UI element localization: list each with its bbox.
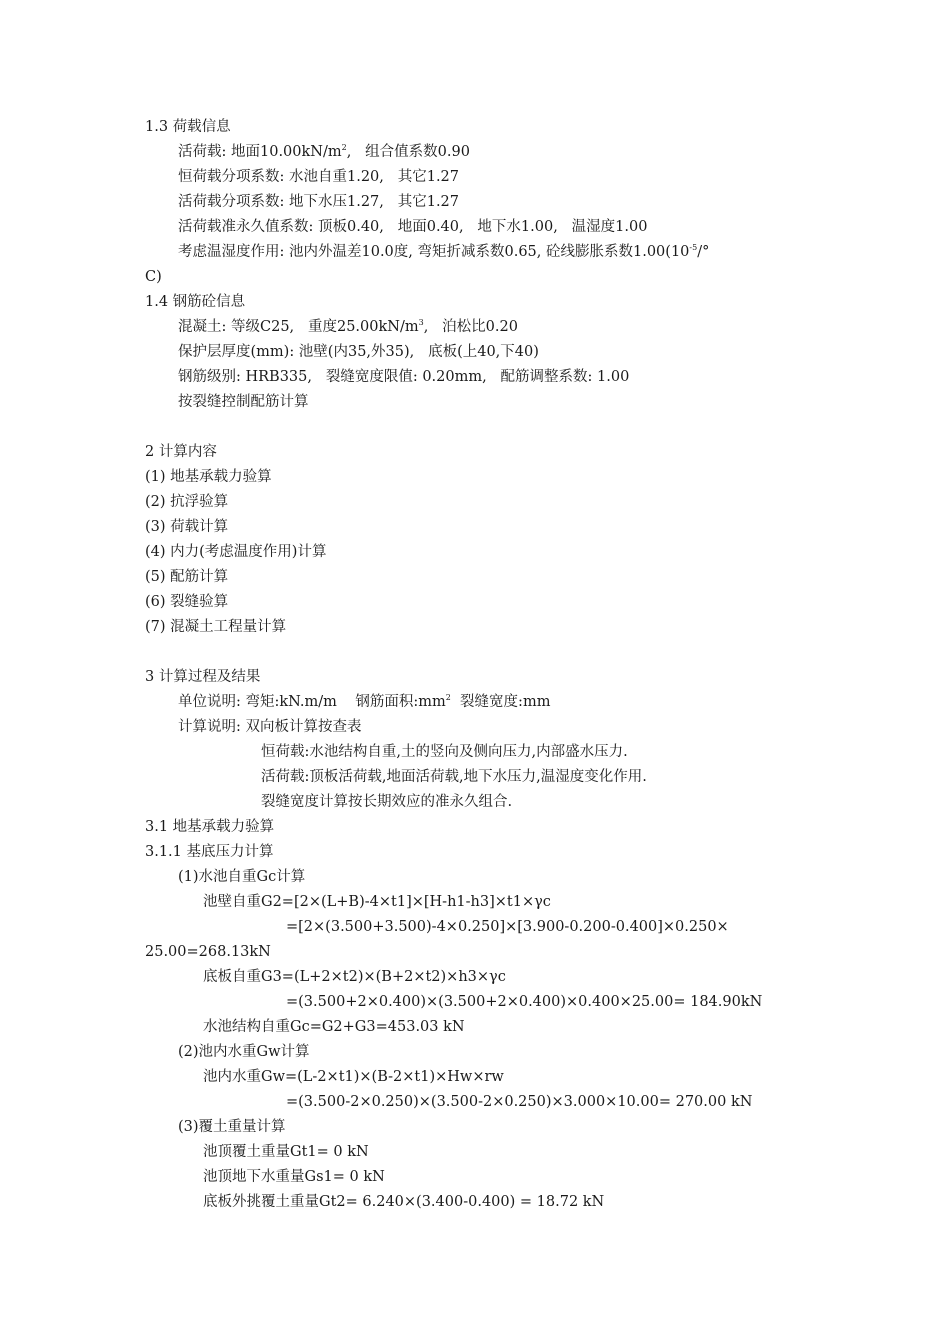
section-heading-3-1-1: 3.1.1 基底压力计算 <box>145 844 274 860</box>
crack-width-unit: 裂缝宽度:mm <box>450 694 551 710</box>
calc-note-line: 计算说明: 双向板计算按查表 <box>178 719 362 735</box>
g3-formula: 底板自重G3=(L+2×t2)×(B+2×t2)×h3×γc <box>203 969 506 985</box>
gs1-line: 池顶地下水重量Gs1= 0 kN <box>203 1169 385 1185</box>
part-3-title: (3)覆土重量计算 <box>178 1119 286 1135</box>
list-item: (1) 地基承载力验算 <box>145 469 272 485</box>
gc-total: 水池结构自重Gc=G2+G3=453.03 kN <box>203 1019 465 1035</box>
g2-result: 25.00=268.13kN <box>145 944 271 960</box>
section-heading-2: 2 计算内容 <box>145 444 217 460</box>
note-crack: 裂缝宽度计算按长期效应的准永久组合. <box>261 794 513 810</box>
g2-formula: 池壁自重G2=[2×(L+B)-4×t1]×[H-h1-h3]×t1×γc <box>203 894 551 910</box>
list-item: (7) 混凝土工程量计算 <box>145 619 287 635</box>
list-item: (2) 抗浮验算 <box>145 494 229 510</box>
g2-substitution: =[2×(3.500+3.500)-4×0.250]×[3.900-0.200-0.400]×0.250× <box>286 919 729 935</box>
gw-substitution: =(3.500-2×0.250)×(3.500-2×0.250)×3.000×10.00= 270.00 kN <box>286 1094 753 1110</box>
live-load-line <box>0 140 950 165</box>
temperature-text: 考虑温湿度作用: 池内外温差10.0度, 弯矩折减系数0.65, 砼线膨胀系数1.00(10 <box>178 244 690 260</box>
gt1-line: 池顶覆土重量Gt1= 0 kN <box>203 1144 369 1160</box>
superscript: 2 <box>341 143 347 152</box>
temperature-line-wrap: C) <box>145 269 162 285</box>
section-heading-3-1: 3.1 地基承载力验算 <box>145 819 275 835</box>
section-heading-1-3: 1.3 荷载信息 <box>145 119 231 135</box>
superscript: 3 <box>418 318 424 327</box>
temperature-unit: /° <box>697 244 710 260</box>
units-line <box>0 690 950 715</box>
cover-line: 保护层厚度(mm): 池壁(内35,外35), 底板(上40,下40) <box>178 344 539 360</box>
g3-substitution: =(3.500+2×0.400)×(3.500+2×0.400)×0.400×25.00= 184.90kN <box>286 994 763 1010</box>
list-item: (6) 裂缝验算 <box>145 594 229 610</box>
rebar-line: 钢筋级别: HRB335, 裂缝宽度限值: 0.20mm, 配筋调整系数: 1.00 <box>178 369 630 385</box>
list-item: (3) 荷载计算 <box>145 519 229 535</box>
concrete-line <box>0 315 950 340</box>
poisson-ratio: , 泊松比0.20 <box>423 319 518 335</box>
gw-formula: 池内水重Gw=(L-2×t1)×(B-2×t1)×Hw×rw <box>203 1069 504 1085</box>
list-item: (5) 配筋计算 <box>145 569 229 585</box>
concrete-text: 混凝土: 等级C25, 重度25.00kN/m <box>178 319 419 335</box>
list-item: (4) 内力(考虑温度作用)计算 <box>145 544 327 560</box>
dead-load-factor-line: 恒荷载分项系数: 水池自重1.20, 其它1.27 <box>178 169 460 185</box>
units-text: 单位说明: 弯矩:kN.m/m 钢筋面积:mm <box>178 694 446 710</box>
method-line: 按裂缝控制配筋计算 <box>178 394 309 410</box>
superscript: -5 <box>689 243 698 252</box>
section-heading-1-4: 1.4 钢筋砼信息 <box>145 294 246 310</box>
gt2-line: 底板外挑覆土重量Gt2= 6.240×(3.400-0.400) = 18.72 kN <box>203 1194 605 1210</box>
part-2-title: (2)池内水重Gw计算 <box>178 1044 310 1060</box>
live-load-text: 活荷载: 地面10.00kN/m <box>178 144 342 160</box>
part-1-title: (1)水池自重Gc计算 <box>178 869 306 885</box>
note-dead-load: 恒荷载:水池结构自重,土的竖向及侧向压力,内部盛水压力. <box>261 744 628 760</box>
superscript: 2 <box>445 693 451 702</box>
quasi-permanent-line: 活荷载准永久值系数: 顶板0.40, 地面0.40, 地下水1.00, 温湿度1.00 <box>178 219 648 235</box>
temperature-line <box>0 240 950 265</box>
live-load-factor: , 组合值系数0.90 <box>346 144 470 160</box>
live-load-factor-line: 活荷载分项系数: 地下水压1.27, 其它1.27 <box>178 194 460 210</box>
section-heading-3: 3 计算过程及结果 <box>145 669 261 685</box>
note-live-load: 活荷载:顶板活荷载,地面活荷载,地下水压力,温湿度变化作用. <box>261 769 647 785</box>
